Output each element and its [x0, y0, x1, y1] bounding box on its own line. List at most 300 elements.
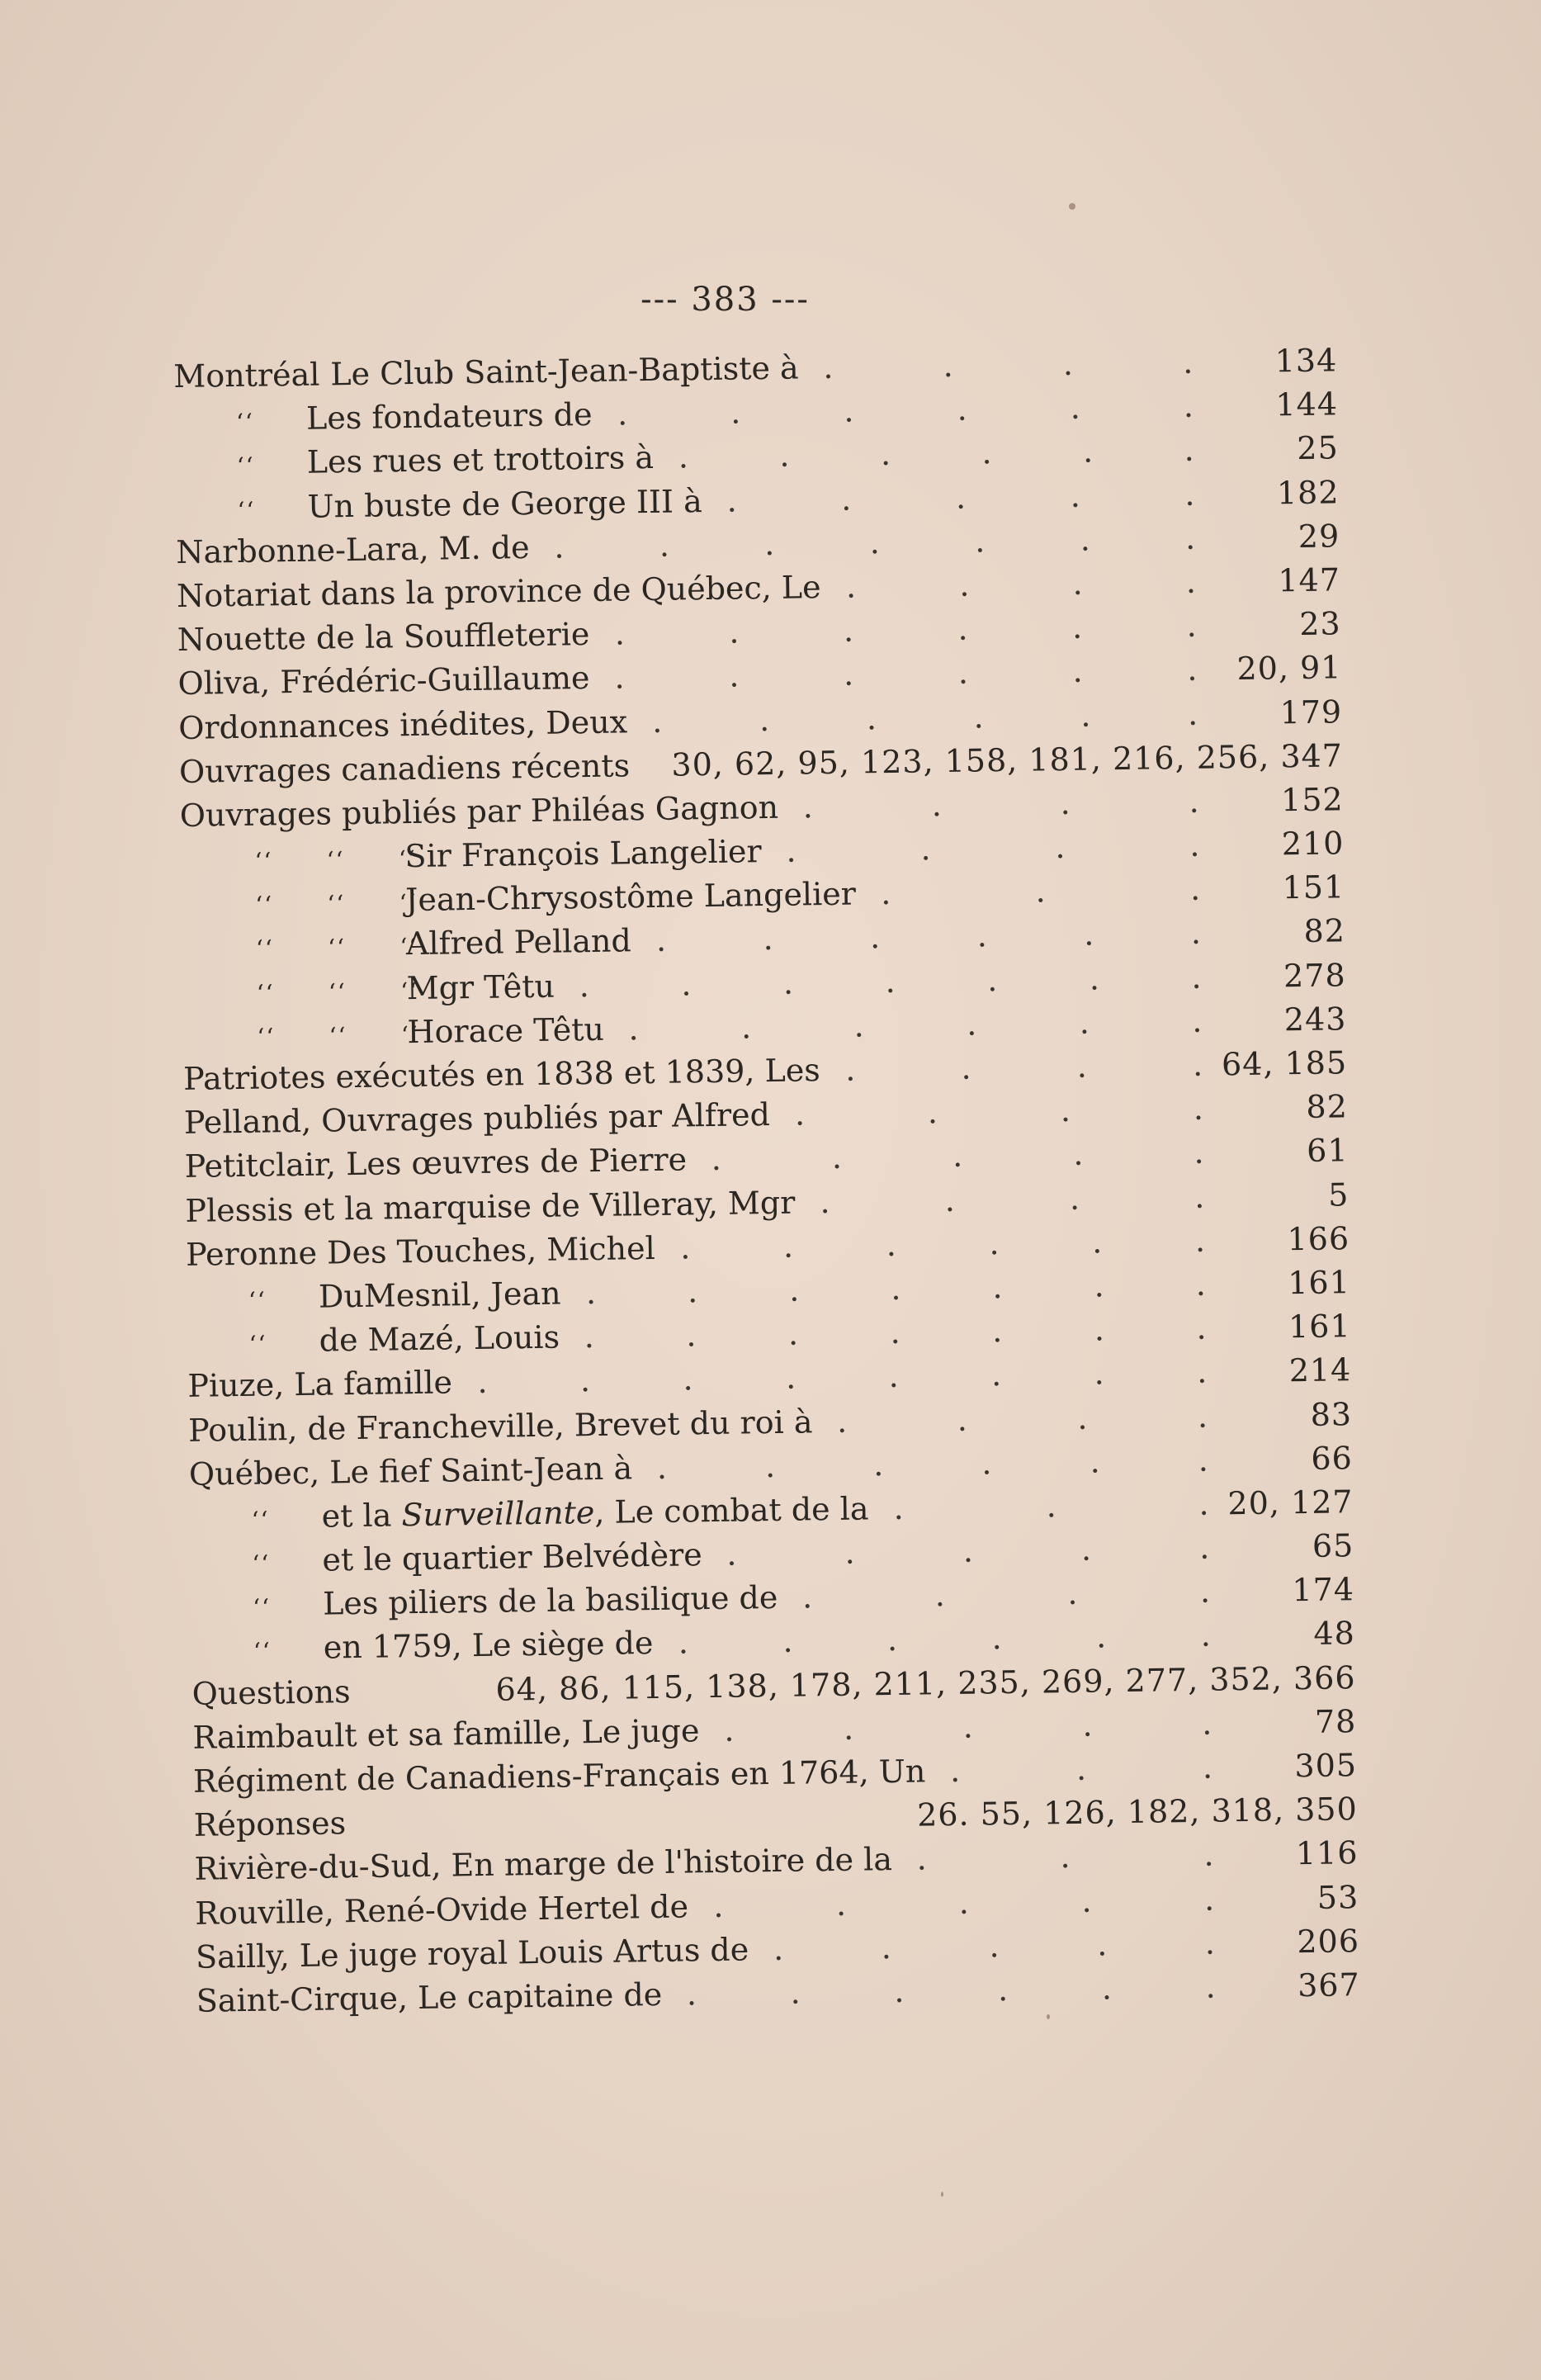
ditto-mark: ‘‘ ‘‘ ‘‘: [255, 933, 418, 963]
index-heading-word: Montréal: [173, 356, 320, 395]
leader-dot: .: [1184, 519, 1196, 556]
leader-dot: .: [962, 1708, 974, 1745]
leader-dot: .: [831, 1139, 843, 1176]
leader-dot: .: [477, 1364, 488, 1401]
leader-dot: .: [1094, 1311, 1105, 1348]
leader-dot: .: [1184, 432, 1195, 469]
ditto-mark: ‘‘: [248, 1330, 267, 1358]
index-term: [186, 1227, 655, 1277]
index-term: [196, 1973, 662, 2023]
leader-dot: .: [1187, 695, 1198, 732]
leader-dot: .: [584, 1318, 595, 1356]
page-reference: 29: [1298, 518, 1340, 555]
leader-dot: .: [1070, 477, 1081, 514]
leader-dot: .: [836, 1403, 848, 1440]
leader-dot: .: [958, 1884, 970, 1921]
leader-dot: .: [679, 1229, 691, 1266]
page-reference: 64, 86, 115, 138, 178, 211, 235, 269, 277, 352, 366: [495, 1658, 1356, 1708]
leader-dot: .: [794, 1095, 806, 1133]
leader-dot: .: [1060, 1838, 1071, 1876]
leader-dot: .: [835, 1886, 847, 1923]
index-term-text: Patriotes exécutés en 1838 et 1839, Les: [182, 1052, 821, 1097]
leader-dot: .: [728, 657, 740, 694]
leader-dot: .: [1186, 607, 1197, 645]
leader-dot: .: [786, 832, 796, 869]
leader-dot: .: [1062, 345, 1074, 382]
page-reference: 206: [1297, 1922, 1360, 1960]
leader-dot: .: [1189, 870, 1201, 908]
index-term-text: Poulin, de Francheville, Brevet du roi à: [187, 1403, 813, 1449]
index-term-text: Narbonne-Lara, M. de: [176, 528, 530, 570]
leader-dot: .: [1070, 389, 1081, 427]
dot-leader: [845, 1043, 1203, 1092]
page-reference: 20, 127: [1227, 1483, 1354, 1522]
ditto-mark: ‘‘: [251, 1506, 270, 1534]
page-reference: 174: [1292, 1571, 1355, 1609]
page-reference: 151: [1282, 868, 1345, 906]
page-reference: 134: [1274, 342, 1338, 380]
leader-dot: .: [943, 347, 953, 384]
leader-dot: .: [779, 437, 790, 475]
dot-leader: [614, 604, 1197, 656]
index-term-text: Peronne Des Touches, Michel: [185, 1229, 656, 1273]
dot-leader: [656, 911, 1202, 963]
leader-dot: .: [1055, 829, 1066, 866]
index-term: [177, 656, 590, 706]
page-reference: 53: [1316, 1878, 1359, 1916]
leader-dot: .: [1076, 1048, 1088, 1085]
page-reference: 210: [1281, 825, 1345, 863]
ditto-mark: ‘‘: [237, 496, 256, 524]
index-term-text: Régiment de Canadiens-Français en 1764, Un: [192, 1753, 926, 1800]
leader-dot: .: [773, 1930, 784, 1967]
index-list: [173, 338, 1360, 2023]
leader-dot: .: [872, 1446, 884, 1483]
leader-dot: .: [759, 701, 770, 738]
leader-dot: .: [890, 1270, 901, 1307]
leader-dot: .: [957, 1401, 968, 1438]
leader-dot: .: [740, 1009, 752, 1046]
leader-dot: .: [1198, 1441, 1209, 1479]
index-term-text: Ouvrages publiés par Philéas Gagnon: [179, 788, 779, 834]
page-number: --- 383 ---: [641, 281, 810, 319]
index-term: [178, 700, 628, 750]
index-term-text: Piuze, La famille: [187, 1364, 453, 1405]
index-term: [194, 1801, 347, 1848]
page-reference: 20, 91: [1236, 649, 1342, 688]
leader-dot: .: [1060, 784, 1071, 821]
page-reference: 367: [1297, 1966, 1361, 2004]
ditto-mark: ‘‘ ‘‘ ‘‘: [255, 889, 418, 919]
leader-dot: .: [894, 1972, 905, 2009]
leader-dot: .: [843, 655, 854, 693]
dot-leader: [628, 999, 1203, 1051]
leader-dot: .: [1193, 1090, 1204, 1128]
leader-dot: .: [880, 436, 891, 473]
dot-leader: [846, 561, 1197, 609]
index-term-text: Les rues et trottoirs à: [306, 439, 655, 481]
leader-dot: .: [976, 917, 988, 954]
leader-dot: .: [1197, 1398, 1208, 1435]
leader-dot: .: [787, 1315, 799, 1352]
leader-dot: .: [966, 1005, 977, 1043]
leader-dot: .: [579, 1362, 591, 1399]
leader-dot: .: [617, 395, 628, 433]
page-reference: 26. 55, 126, 182, 318, 350: [916, 1791, 1359, 1833]
leader-dot: .: [1183, 387, 1194, 425]
leader-dot: .: [944, 1181, 956, 1218]
page-reference: 116: [1295, 1834, 1359, 1872]
ditto-mark: ‘‘: [253, 1637, 272, 1666]
page-reference: 66: [1311, 1439, 1354, 1477]
leader-dot: .: [1182, 343, 1194, 381]
leader-dot: .: [981, 434, 992, 471]
leader-dot: .: [920, 830, 931, 868]
leader-dot: .: [678, 1624, 689, 1662]
page-reference: 25: [1297, 429, 1340, 467]
page-reference: 166: [1287, 1219, 1350, 1258]
leader-dot: .: [1060, 1092, 1071, 1129]
index-term-text: Jean-Chrysostôme Langelier: [404, 875, 857, 919]
leader-dot: .: [1202, 1748, 1213, 1786]
page-reference: 78: [1314, 1702, 1357, 1740]
page-reference: 5: [1327, 1176, 1350, 1214]
dot-leader: [802, 1570, 1211, 1620]
leader-dot: .: [991, 1313, 1003, 1350]
leader-dot: .: [1191, 958, 1202, 996]
page-reference: 65: [1312, 1527, 1354, 1564]
leader-dot: .: [1082, 433, 1094, 470]
leader-dot: .: [1080, 697, 1091, 734]
index-term-text: Les fondateurs de: [305, 396, 593, 437]
dot-leader: [678, 428, 1194, 480]
index-term-text: Le Club Saint-Jean-Baptiste à: [330, 349, 799, 393]
leader-dot: .: [585, 1274, 597, 1312]
index-term: [236, 393, 593, 444]
index-term-text: Un buste de George III à: [307, 482, 702, 525]
dot-leader: [950, 1746, 1213, 1793]
leader-dot: .: [1200, 1617, 1212, 1654]
leader-dot: .: [678, 438, 689, 476]
index-term-text: Plessis et la marquise de Villeray, Mgr: [185, 1184, 796, 1229]
index-term-text: Rouville, René-Ovide Hertel de: [195, 1888, 689, 1932]
leader-dot: .: [1035, 873, 1047, 910]
leader-dot: .: [1195, 1266, 1207, 1303]
page-reference: 48: [1313, 1615, 1356, 1653]
leader-dot: .: [1079, 1004, 1090, 1041]
leader-dot: .: [881, 1928, 892, 1966]
index-term: [177, 613, 589, 662]
leader-dot: .: [655, 922, 667, 959]
index-term-text: Réponses: [193, 1805, 347, 1844]
leader-dot: .: [1189, 783, 1199, 820]
index-term-text: Ouvrages canadiens récents: [178, 747, 631, 790]
dot-leader: [795, 1087, 1204, 1137]
dot-leader: [686, 1966, 1216, 2017]
page-reference: 144: [1275, 386, 1339, 423]
leader-dot: .: [801, 1578, 813, 1616]
dot-leader: [726, 472, 1195, 523]
leader-dot: .: [1080, 521, 1091, 558]
leader-dot: .: [1194, 1178, 1205, 1215]
dot-leader: [823, 341, 1194, 390]
leader-dot: .: [712, 1887, 724, 1924]
page-reference: 152: [1280, 781, 1344, 819]
leader-dot: .: [844, 1534, 855, 1571]
leader-dot: .: [1069, 1180, 1080, 1217]
leader-dot: .: [869, 523, 881, 561]
dot-leader: [680, 1218, 1206, 1270]
leader-dot: .: [614, 615, 626, 652]
index-term: [179, 744, 631, 794]
leader-dot: .: [763, 525, 775, 562]
dot-leader: [893, 1482, 1209, 1530]
page-reference: 147: [1278, 561, 1341, 599]
leader-dot: .: [822, 348, 834, 386]
leader-dot: .: [782, 964, 794, 1001]
index-term: [196, 1928, 749, 1979]
leader-dot: .: [974, 523, 986, 560]
leader-dot: .: [952, 1138, 963, 1175]
index-term: [256, 964, 555, 1015]
index-term: [184, 1093, 771, 1145]
leader-dot: .: [1203, 1836, 1214, 1874]
leader-dot: .: [724, 1711, 735, 1748]
leader-dot: .: [1203, 1881, 1215, 1918]
page-reference: 182: [1276, 473, 1340, 511]
leader-dot: .: [955, 479, 967, 516]
index-term-text: Alfred Pelland: [405, 922, 632, 963]
leader-dot: .: [763, 920, 773, 958]
leader-dot: .: [888, 1358, 899, 1395]
ditto-mark: ‘‘ ‘‘ ‘‘: [254, 845, 418, 875]
leader-dot: .: [843, 612, 854, 649]
leader-dot: .: [844, 392, 854, 429]
index-term-text: Rivière-du-Sud, En marge de l'histoire de la: [194, 1841, 893, 1888]
index-term: [192, 1709, 700, 1760]
page-reference: 278: [1283, 956, 1346, 994]
leader-dot: .: [927, 1094, 938, 1131]
leader-dot: .: [1198, 1485, 1209, 1522]
leader-dot: .: [726, 1535, 737, 1573]
leader-dot: .: [1096, 1926, 1108, 1963]
leader-dot: .: [1082, 1706, 1093, 1744]
index-term: [257, 1008, 604, 1059]
index-term-text: Mgr Têtu: [406, 968, 555, 1006]
leader-dot: .: [961, 1049, 971, 1086]
dot-leader: [657, 1438, 1209, 1489]
index-term: [187, 1361, 452, 1408]
ditto-mark: ‘‘ ‘‘ ‘‘: [257, 1020, 419, 1051]
leader-dot: .: [711, 1141, 722, 1178]
leader-dot: .: [1196, 1353, 1208, 1391]
leader-dot: .: [973, 698, 984, 736]
leader-dot: .: [992, 1269, 1003, 1306]
leader-dot: .: [685, 1317, 697, 1354]
leader-dot: .: [885, 963, 896, 1000]
leader-dot: .: [1072, 1136, 1084, 1173]
dot-leader: [773, 1921, 1216, 1971]
leader-dot: .: [687, 1273, 698, 1310]
leader-dot: .: [1194, 1134, 1204, 1171]
leader-dot: .: [1190, 915, 1202, 952]
index-term-text: Petitclair, Les œuvres de Pierre: [184, 1141, 688, 1185]
page-reference: 161: [1288, 1308, 1351, 1346]
leader-dot: .: [1072, 652, 1083, 690]
leader-dot: .: [686, 1975, 697, 2013]
leader-dot: .: [853, 1007, 864, 1044]
page-reference: 82: [1303, 912, 1346, 950]
leader-dot: .: [651, 703, 663, 740]
leader-dot: .: [934, 1577, 946, 1614]
ditto-mark: ‘‘: [248, 1286, 267, 1314]
ditto-mark: ‘‘: [235, 408, 255, 437]
leader-dot: .: [991, 1620, 1002, 1657]
index-term-text: Horace Têtu: [407, 1010, 605, 1050]
leader-dot: .: [931, 786, 943, 824]
leader-dot: .: [1046, 1488, 1056, 1525]
index-term-text: et le quartier Belvédère: [322, 1536, 702, 1578]
dot-leader: [820, 1175, 1205, 1224]
leader-dot: .: [1083, 916, 1094, 953]
leader-dot: .: [1077, 1399, 1088, 1436]
leader-dot: .: [730, 394, 741, 431]
page-reference: 82: [1306, 1088, 1349, 1126]
dot-leader: [837, 1394, 1208, 1443]
ditto-mark: ‘‘: [236, 452, 255, 480]
index-term: ‘‘ et la Surveillante, Le combat de la: [251, 1487, 869, 1541]
leader-dot: .: [869, 919, 881, 956]
paper-speck: [1069, 203, 1075, 210]
index-term-text: Pelland, Ouvrages publiés par Alfred: [183, 1096, 771, 1142]
leader-dot: .: [845, 568, 857, 605]
leader-dot: .: [1089, 960, 1100, 997]
index-term: [195, 1885, 688, 1935]
leader-dot: .: [1201, 1705, 1212, 1742]
page-reference: 23: [1299, 605, 1341, 643]
leader-dot: .: [1192, 1046, 1203, 1083]
index-term-text: Questions: [191, 1673, 351, 1712]
leader-dot: .: [656, 1449, 668, 1486]
leader-dot: .: [997, 1971, 1009, 2009]
index-term: [184, 1138, 687, 1189]
index-term-text: Oliva, Frédéric-Guillaume: [177, 660, 590, 703]
leader-dot: .: [957, 610, 968, 647]
leader-dot: .: [844, 1051, 856, 1088]
page-reference: 61: [1306, 1132, 1349, 1170]
leader-dot: .: [1072, 565, 1083, 602]
dot-leader: [614, 648, 1198, 700]
leader-dot: .: [1204, 1924, 1216, 1961]
leader-dot: .: [659, 527, 670, 564]
dot-leader: [711, 1131, 1204, 1181]
index-term-text: Saint-Cirque, Le capitaine de: [196, 1975, 663, 2019]
ditto-mark: ‘‘: [252, 1550, 271, 1578]
leader-dot: .: [1071, 608, 1083, 646]
leader-dot: .: [958, 566, 970, 603]
index-term-text: Sir François Langelier: [404, 833, 762, 875]
ditto-mark: ‘‘ ‘‘ ‘‘: [256, 977, 419, 1007]
leader-dot: .: [782, 1623, 793, 1660]
leader-dot: .: [782, 1228, 794, 1265]
leader-dot: .: [1185, 563, 1197, 600]
page-reference: 64, 185: [1221, 1044, 1348, 1083]
index-term: [256, 920, 632, 971]
leader-dot: .: [553, 528, 565, 565]
dot-leader: [726, 1526, 1210, 1577]
leader-dot: .: [957, 390, 967, 428]
dot-leader: [724, 1701, 1212, 1752]
leader-dot: .: [916, 1840, 927, 1877]
leader-dot: .: [681, 965, 692, 1003]
dot-leader: [802, 780, 1199, 830]
index-term: [191, 1670, 351, 1716]
dot-leader: [713, 1877, 1215, 1928]
index-term-text: Québec, Le fief Saint-Jean à: [188, 1450, 633, 1493]
ship-name: Surveillante: [401, 1493, 595, 1534]
leader-dot: .: [1194, 1222, 1206, 1259]
leader-dot: .: [1066, 1575, 1078, 1612]
index-term-text: Les piliers de la basilique de: [322, 1579, 778, 1622]
index-term-text: en 1759, Le siège de: [323, 1625, 654, 1667]
leader-dot: .: [1081, 1882, 1092, 1919]
leader-dot: .: [957, 654, 969, 692]
leader-dot: .: [1198, 1529, 1210, 1566]
leader-dot: .: [1199, 1573, 1211, 1611]
index-term-text: Ordonnances inédites, Deux: [177, 703, 628, 746]
leader-dot: .: [981, 1444, 992, 1482]
leader-dot: .: [820, 1183, 830, 1220]
index-term: [189, 1446, 633, 1496]
leader-dot: .: [949, 1752, 961, 1790]
dot-leader: [652, 692, 1198, 743]
leader-dot: .: [1091, 1223, 1103, 1261]
leader-dot: .: [880, 875, 891, 912]
leader-dot: .: [729, 613, 740, 651]
leader-dot: .: [628, 1010, 639, 1048]
leader-dot: .: [962, 1532, 974, 1569]
leader-dot: .: [990, 1356, 1002, 1393]
paper-speck: [941, 2192, 943, 2197]
leader-dot: .: [1196, 1309, 1207, 1346]
page-reference: 30, 62, 95, 123, 158, 181, 216, 256, 347: [671, 736, 1344, 783]
paper-speck: [1047, 2014, 1050, 2019]
index-term-text: de Mazé, Louis: [319, 1318, 560, 1359]
leader-dot: .: [1191, 1002, 1203, 1039]
index-term: [176, 526, 530, 575]
leader-dot: .: [886, 1226, 897, 1263]
leader-dot: .: [726, 482, 737, 519]
page-reference: 305: [1294, 1747, 1358, 1785]
leader-dot: .: [989, 1927, 1000, 1965]
leader-dot: .: [1184, 476, 1195, 513]
leader-dot: .: [1080, 1531, 1092, 1568]
ditto-mark: ‘‘: [252, 1593, 272, 1622]
index-term: [179, 786, 778, 838]
index-term-text: DuMesnil, Jean: [318, 1275, 561, 1315]
leader-dot: .: [843, 1710, 854, 1747]
index-term-text: Sailly, Le juge royal Louis Artus de: [195, 1931, 749, 1975]
leader-dot: .: [840, 480, 852, 518]
dot-leader: [881, 868, 1201, 916]
leader-dot: .: [1090, 1443, 1100, 1480]
dot-leader: [786, 824, 1200, 873]
page-reference: 243: [1283, 1001, 1347, 1039]
leader-dot: .: [790, 1974, 801, 2011]
index-term-text: Raimbault et sa famille, Le juge: [192, 1712, 700, 1756]
leader-dot: .: [788, 1271, 800, 1308]
leader-dot: .: [785, 1359, 796, 1397]
